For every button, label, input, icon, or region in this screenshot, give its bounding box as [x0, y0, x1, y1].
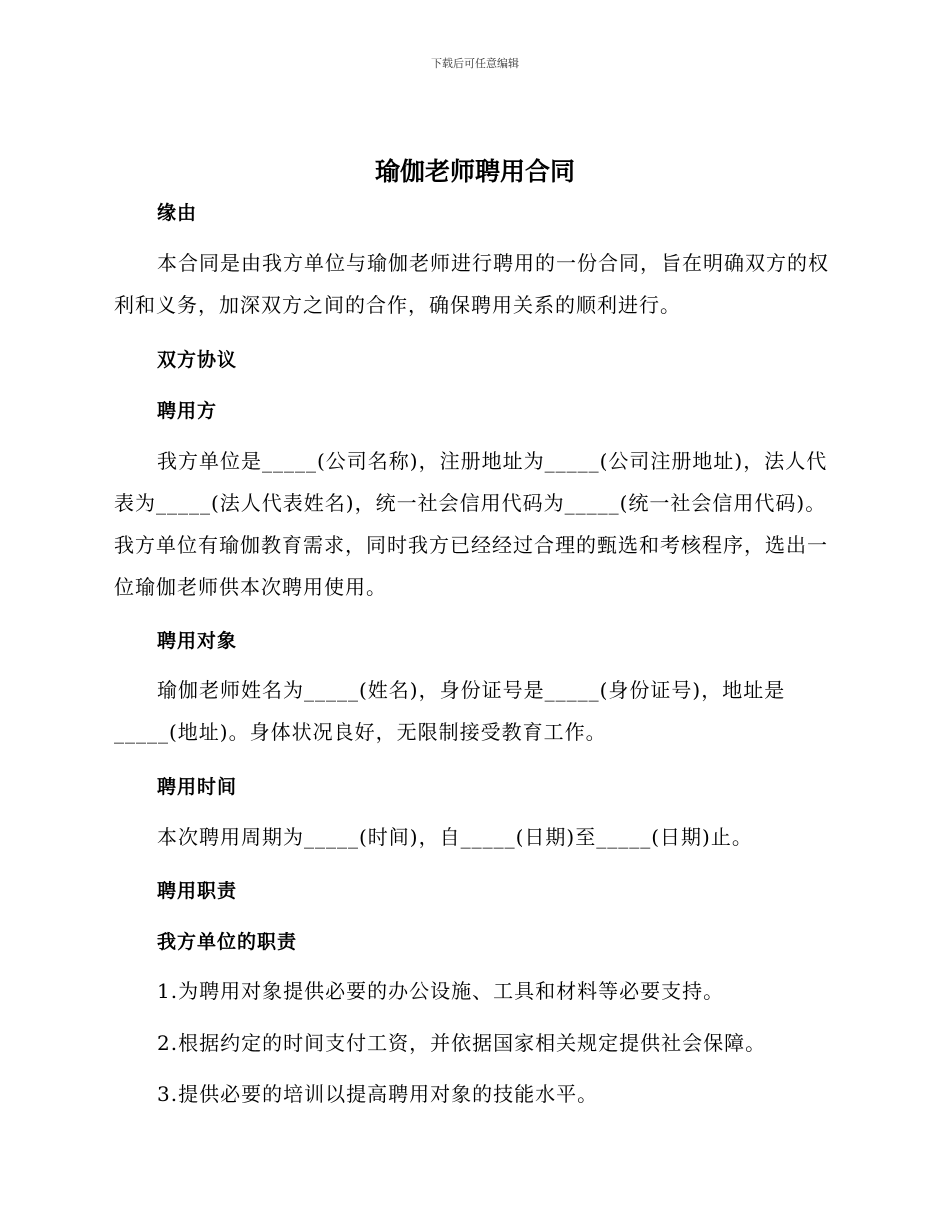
section-heading-period: 聘用时间 [157, 776, 238, 798]
section-heading-our-duties: 我方单位的职责 [157, 931, 298, 953]
employer-paragraph: 我方单位是_____(公司名称)，注册地址为_____(公司注册地址)，法人代表为_____(法人代表姓名)，统一社会信用代码为_____(统一社会信用代码)。我方单位有瑜伽教育需求，同时我方已经经过合理的甄选和考核程序，选出一位瑜伽老师供本次聘用使用。 [114, 449, 828, 599]
list-item: 2.根据约定的时间支付工资，并依据国家相关规定提供社会保障。 [157, 1031, 767, 1055]
header-note: 下载后可任意编辑 [431, 57, 519, 70]
section-heading-reason: 缘由 [157, 202, 198, 224]
section-heading-employee: 聘用对象 [157, 630, 238, 652]
list-item: 3.提供必要的培训以提高聘用对象的技能水平。 [157, 1082, 599, 1106]
document-title: 瑜伽老师聘用合同 [374, 157, 575, 186]
section-heading-duties: 聘用职责 [157, 880, 238, 902]
section-heading-employer: 聘用方 [157, 400, 218, 422]
section-heading-agreement: 双方协议 [157, 349, 238, 371]
list-item: 1.为聘用对象提供必要的办公设施、工具和材料等必要支持。 [157, 979, 725, 1003]
reason-paragraph: 本合同是由我方单位与瑜伽老师进行聘用的一份合同，旨在明确双方的权利和义务，加深双方之间的合作，确保聘用关系的顺利进行。 [114, 251, 829, 317]
employee-paragraph: 瑜伽老师姓名为_____(姓名)，身份证号是_____(身份证号)，地址是_____(地址)。身体状况良好，无限制接受教育工作。 [114, 678, 786, 744]
period-paragraph: 本次聘用周期为_____(时间)，自_____(日期)至_____(日期)止。 [157, 825, 753, 849]
